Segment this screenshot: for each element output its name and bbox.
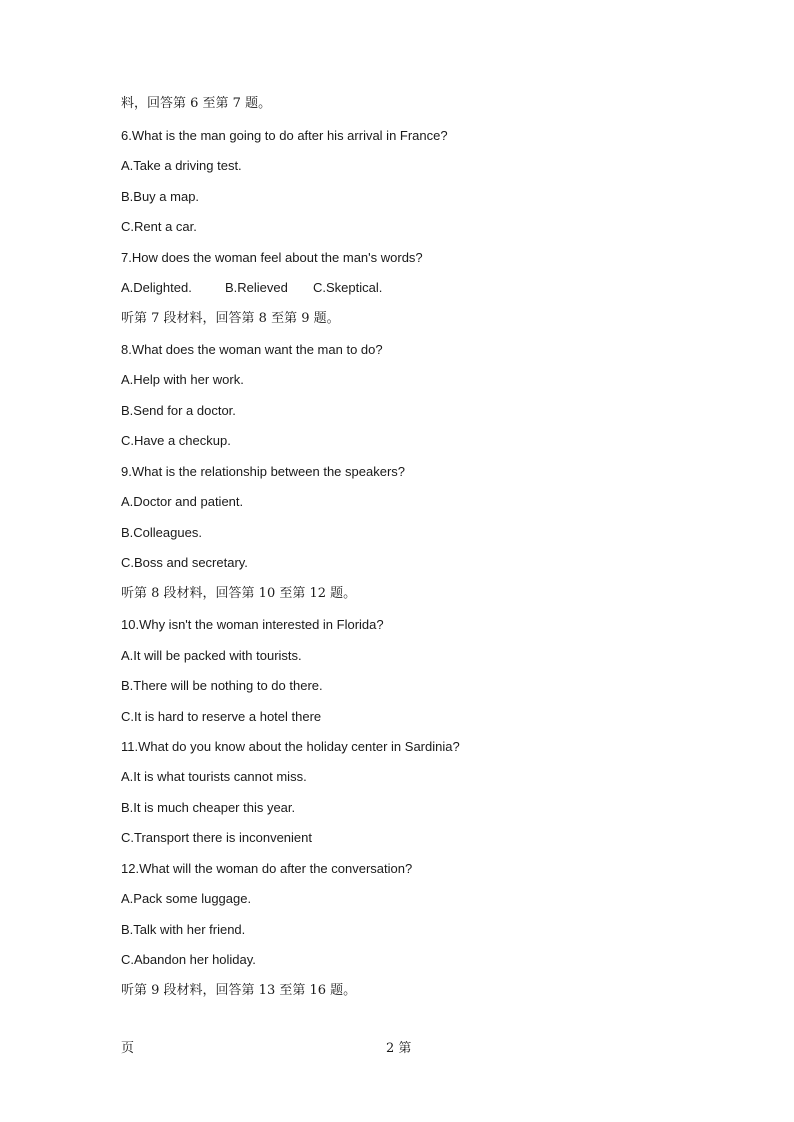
question-6-option-a: A.Take a driving test.	[121, 158, 242, 173]
question-9: 9.What is the relationship between the speakers?	[121, 464, 406, 479]
question-7-option-b: B.Relieved	[225, 280, 288, 295]
footer-left-text: 页	[121, 1041, 135, 1056]
question-11-option-a: A.It is what tourists cannot miss.	[121, 769, 307, 784]
question-10-option-b: B.There will be nothing to do there.	[121, 678, 323, 693]
question-7: 7.How does the woman feel about the man's words?	[121, 250, 423, 265]
question-11-option-b: B.It is much cheaper this year.	[121, 800, 296, 815]
question-12-option-c: C.Abandon her holiday.	[121, 952, 256, 967]
question-8-option-c: C.Have a checkup.	[121, 433, 231, 448]
question-6: 6.What is the man going to do after his arrival in France?	[121, 128, 448, 143]
question-7-options	[121, 280, 382, 296]
section-intro-continuation: 料，回答第 6 至第 7 题。	[121, 96, 272, 111]
question-8-option-a: A.Help with her work.	[121, 372, 244, 387]
question-11: 11.What do you know about the holiday center in Sardinia?	[121, 739, 460, 754]
question-7-option-c: C.Skeptical.	[313, 280, 383, 295]
question-9-option-a: A.Doctor and patient.	[121, 494, 244, 509]
question-12-option-b: B.Talk with her friend.	[121, 922, 246, 937]
section-8-heading: 听第 8 段材料，回答第 10 至第 12 题。	[121, 586, 357, 601]
question-12: 12.What will the woman do after the conversation?	[121, 861, 413, 876]
question-6-option-c: C.Rent a car.	[121, 219, 197, 234]
question-9-option-c: C.Boss and secretary.	[121, 555, 248, 570]
question-10: 10.Why isn't the woman interested in Florida?	[121, 617, 384, 632]
section-9-heading: 听第 9 段材料，回答第 13 至第 16 题。	[121, 983, 357, 998]
footer-page-number: 2 第	[386, 1041, 412, 1056]
question-12-option-a: A.Pack some luggage.	[121, 891, 252, 906]
question-10-option-a: A.It will be packed with tourists.	[121, 648, 302, 663]
section-7-heading: 听第 7 段材料，回答第 8 至第 9 题。	[121, 311, 340, 326]
question-10-option-c: C.It is hard to reserve a hotel there	[121, 709, 322, 724]
question-8-option-b: B.Send for a doctor.	[121, 403, 236, 418]
question-7-option-a: A.Delighted.	[121, 280, 192, 295]
question-11-option-c: C.Transport there is inconvenient	[121, 830, 313, 845]
question-9-option-b: B.Colleagues.	[121, 525, 202, 540]
question-8: 8.What does the woman want the man to do?	[121, 342, 383, 357]
question-6-option-b: B.Buy a map.	[121, 189, 200, 204]
